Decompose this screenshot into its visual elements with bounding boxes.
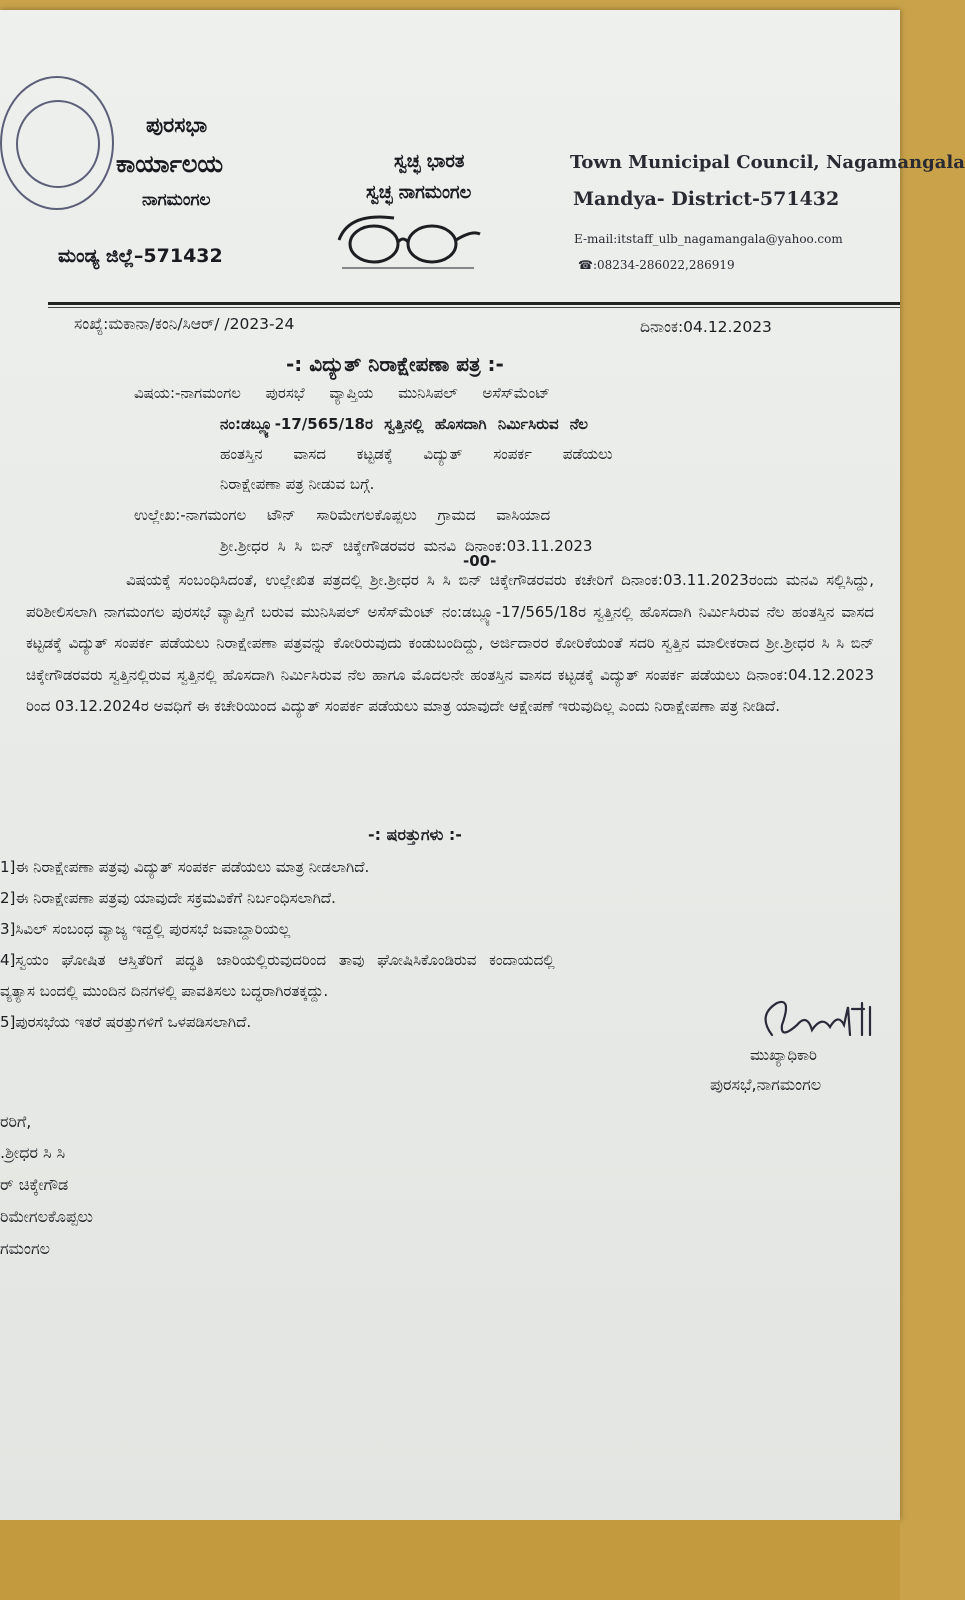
addressee-line: ರಿಮೇಗಲಕೊಪ್ಪಲು bbox=[0, 1207, 93, 1226]
subject-line4: ನಿರಾಕ್ಷೇಪಣಾ ಪತ್ರ ನೀಡುವ ಬಗ್ಗೆ. bbox=[220, 475, 375, 493]
condition-item: 3]ಸಿವಿಲ್ ಸಂಬಂಧ ವ್ಯಾಜ್ಯ ಇದ್ದಲ್ಲಿ ಪುರಸಭೆ ಜವಾಬ್ದಾರಿಯಲ್ಲ bbox=[0, 920, 291, 938]
swachh-bharat-glasses-logo bbox=[334, 210, 484, 272]
reference-line1: ಉಲ್ಲೇಖ:-ನಾಗಮಂಗಲ ಟೌನ್ ಸಾರಿಮೇಗಲಕೊಪ್ಪಲು ಗ್ರಾಮದ ವಾಸಿಯಾದ bbox=[134, 506, 551, 524]
swachh-bharat-line2: ಸ್ವಚ್ಛ ನಾಗಮಂಗಲ bbox=[366, 182, 472, 203]
signatory-office: ಪುರಸಭೆ,ನಾಗಮಂಗಲ bbox=[710, 1075, 822, 1094]
separator-mark: -00- bbox=[463, 552, 497, 570]
district-english: Mandya- District-571432 bbox=[573, 188, 840, 210]
subject-line1: ವಿಷಯ:-ನಾಗಮಂಗಲ ಪುರಸಭೆ ವ್ಯಾಪ್ತಿಯ ಮುನಿಸಿಪಲ್ ಅಸೆಸ್‌ಮೆಂಟ್ bbox=[134, 384, 550, 402]
conditions-title: -: ಷರತ್ತುಗಳು :- bbox=[368, 825, 462, 844]
addressee-line: .ಶ್ರೀಧರ ಸಿ ಸಿ bbox=[0, 1143, 66, 1162]
addressee-line: ಗಮಂಗಲ bbox=[0, 1239, 50, 1258]
office-name-line2: ಕಾರ್ಯಾಲಯ bbox=[116, 150, 224, 178]
condition-item: 2]ಈ ನಿರಾಕ್ಷೇಪಣಾ ಪತ್ರವು ಯಾವುದೇ ಸಕ್ರಮವಿಕೆಗೆ ನಿರ್ಬಂಧಿಸಲಾಗಿದೆ. bbox=[0, 889, 336, 907]
office-phone: ☎:08234-286022,286919 bbox=[578, 258, 735, 272]
reference-number: ಸಂಖ್ಯೆ:ಮಕಾನಾ/ಕಂನಿ/ಸಿಆರ್/ /2023-24 bbox=[74, 315, 295, 333]
addressee-line: ರರಿಗೆ, bbox=[0, 1112, 32, 1131]
addressee-line: ರ್ ಚಿಕ್ಕೇಗೌಡ bbox=[0, 1175, 69, 1194]
seal-inner-ring bbox=[16, 100, 100, 188]
office-district: ಮಂಡ್ಯ ಜಿಲ್ಲೆ–571432 bbox=[58, 245, 223, 267]
condition-item: ವ್ಯತ್ಯಾಸ ಬಂದಲ್ಲಿ ಮುಂದಿನ ದಿನಗಳಲ್ಲಿ ಪಾವತಿಸಲು ಬದ್ಧರಾಗಿರತಕ್ಕದ್ದು. bbox=[0, 982, 329, 1000]
subject-line3: ಹಂತಸ್ತಿನ ವಾಸದ ಕಟ್ಟಡಕ್ಕೆ ವಿದ್ಯುತ್ ಸಂಪರ್ಕ ಪಡೆಯಲು bbox=[220, 445, 613, 463]
header-rule bbox=[48, 302, 900, 305]
letter-title: -: ವಿದ್ಯುತ್ ನಿರಾಕ್ಷೇಪಣಾ ಪತ್ರ :- bbox=[286, 352, 504, 376]
condition-item: 5]ಪುರಸಭೆಯ ಇತರೆ ಷರತ್ತುಗಳಿಗೆ ಒಳಪಡಿಸಲಾಗಿದೆ. bbox=[0, 1013, 252, 1031]
office-name-line3: ನಾಗಮಂಗಲ bbox=[142, 190, 211, 210]
signatory-designation: ಮುಖ್ಯಾಧಿಕಾರಿ bbox=[750, 1046, 817, 1064]
condition-item: 1]ಈ ನಿರಾಕ್ಷೇಪಣಾ ಪತ್ರವು ವಿದ್ಯುತ್ ಸಂಪರ್ಕ ಪಡೆಯಲು ಮಾತ್ರ ನೀಡಲಾಗಿದೆ. bbox=[0, 858, 370, 876]
letter-paper bbox=[0, 10, 965, 1520]
office-seal bbox=[0, 76, 114, 210]
header-rule-thin bbox=[48, 307, 900, 308]
reference-line2: ಶ್ರೀ.ಶ್ರೀಧರ ಸಿ ಸಿ ಬಿನ್ ಚಿಕ್ಕೇಗೌಡರವರ ಮನವಿ ದಿನಾಂಕ:03.11.2023 bbox=[220, 537, 593, 555]
office-name-line1: ಪುರಸಭಾ bbox=[146, 113, 208, 137]
table-surface bbox=[0, 1520, 900, 1600]
condition-item: 4]ಸ್ವಯಂ ಘೋಷಿತ ಆಸ್ತಿತೆರಿಗೆ ಪದ್ಧತಿ ಜಾರಿಯಲ್ಲಿರುವುದರಿಂದ ತಾವು ಘೋಷಿಸಿಕೊಂಡಿರುವ ಕಂದಾಯದಲ್ಲಿ bbox=[0, 951, 555, 969]
swachh-bharat-line1: ಸ್ವಚ್ಛ ಭಾರತ bbox=[394, 151, 465, 172]
office-email: E-mail:itstaff_ulb_nagamangala@yahoo.com bbox=[574, 232, 843, 246]
subject-line2: ನಂ:ಡಬ್ಲ್ಯೂ-17/565/18ರ ಸ್ವತ್ತಿನಲ್ಲಿ ಹೊಸದಾಗಿ ನಿರ್ಮಿಸಿರುವ ನೆಲ bbox=[220, 415, 588, 433]
body-paragraph bbox=[26, 565, 874, 723]
council-name-english: Town Municipal Council, Nagamangala bbox=[570, 152, 965, 173]
body-text: ವಿಷಯಕ್ಕೆ ಸಂಬಂಧಿಸಿದಂತೆ, ಉಲ್ಲೇಖಿತ ಪತ್ರದಲ್ಲಿ ಶ್ರೀ.ಶ್ರೀಧರ ಸಿ ಸಿ ಬಿನ್ ಚಿಕ್ಕೇಗೌಡರವರು ಕಚೇರಿಗೆ ದಿನಾಂಕ:03.11.2023ರಂದು ಮನವಿ ಸಲ್ಲಿಸಿದ್ದು, ಪರಿಶೀಲಿಸಲಾಗಿ ನಾಗಮಂಗಲ ಪುರಸಭೆ ವ್ಯಾಪ್ತಿಗೆ ಬರುವ ಮುನಿಸಿಪಲ್ ಅಸೆಸ್‌ಮೆಂಟ್ ನಂ:ಡಬ್ಲ್ಯೂ-17/565/18ರ ಸ್ವತ್ತಿನಲ್ಲಿ ಹೊಸದಾಗಿ ನಿರ್ಮಿಸಿರುವ ನೆಲ ಹಂತಸ್ತಿನ ವಾಸದ ಕಟ್ಟಡಕ್ಕೆ ವಿದ್ಯುತ್ ಸಂಪರ್ಕ ಪಡೆಯಲು ನಿರಾಕ್ಷೇಪಣಾ ಪತ್ರವನ್ನು ಕೋರಿರುವುದು ಕಂಡುಬಂದಿದ್ದು, ಅರ್ಜಿದಾರರ ಕೋರಿಕೆಯಂತೆ ಸದರಿ ಸ್ವತ್ತಿನ ಮಾಲೀಕರಾದ ಶ್ರೀ.ಶ್ರೀಧರ ಸಿ ಸಿ ಬಿನ್ ಚಿಕ್ಕೇಗೌಡರವರು ಸ್ವತ್ತಿನಲ್ಲಿರುವ ಸ್ವತ್ತಿನಲ್ಲಿ ಹೊಸದಾಗಿ ನಿರ್ಮಿಸಿರುವ ನೆಲ ಹಾಗೂ ಮೊದಲನೇ ಹಂತಸ್ತಿನ ವಾಸದ ಕಟ್ಟಡಕ್ಕೆ ವಿದ್ಯುತ್ ಸಂಪರ್ಕ ಪಡೆಯಲು ದಿನಾಂಕ:04.12.2023 ರಿಂದ 03.12.2024ರ ಅವಧಿಗೆ ಈ ಕಚೇರಿಯಿಂದ ವಿದ್ಯುತ್ ಸಂಪರ್ಕ ಪಡೆಯಲು ಮಾತ್ರ ಯಾವುದೇ ಆಕ್ಷೇಪಣೆ ಇರುವುದಿಲ್ಲ ಎಂದು ನಿರಾಕ್ಷೇಪಣಾ ಪತ್ರ ನೀಡಿದೆ. bbox=[26, 571, 874, 715]
letter-date: ದಿನಾಂಕ:04.12.2023 bbox=[640, 318, 772, 336]
